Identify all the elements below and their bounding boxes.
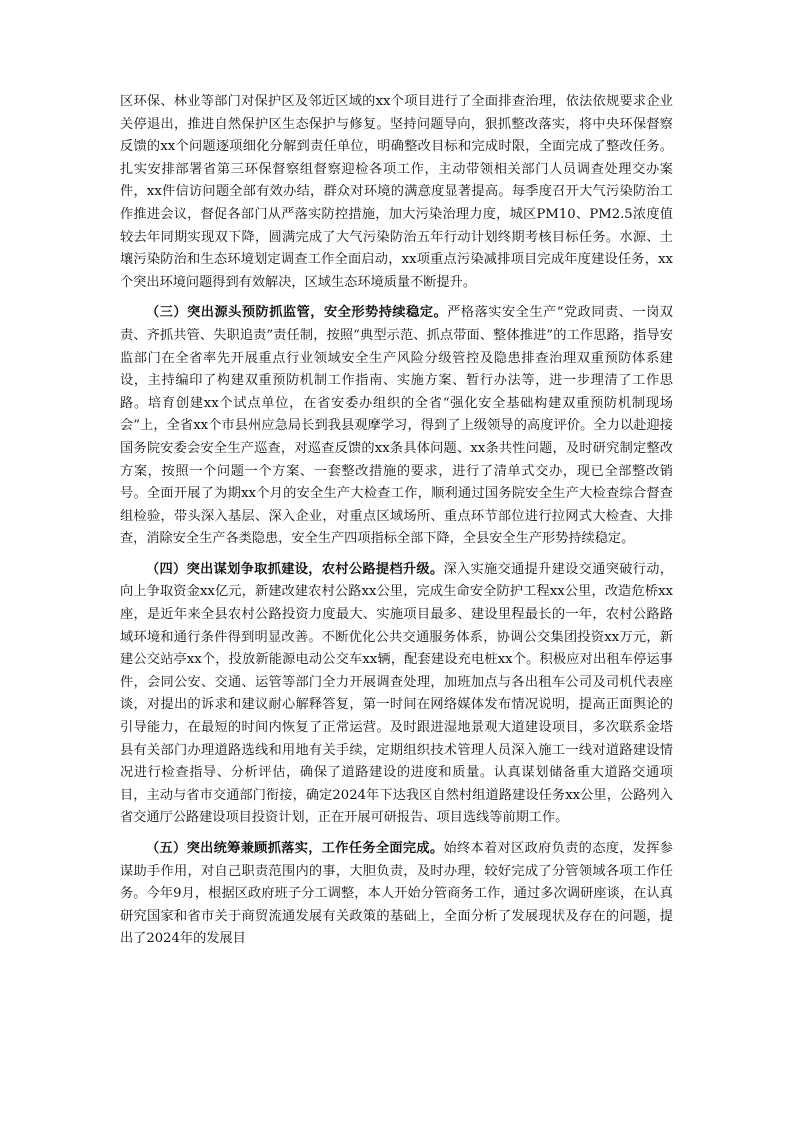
paragraph-body: 深入实施交通提升建设交通突破行动，向上争取资金xx亿元，新建改建农村公路xx公里，完成生命安全防护工程xx公里，改造危桥xx座，是近年来全县农村公路投资力度最大、实施项目最多、建设里程最长的一年，农村公路路域环境和通行条件得到明显改善。不断优化公共交通服务体系，协调公交集团投资xx万元，新建公交站亭xx个，投放新能源电动公交车xx辆，配套建设充电桩xx个。积极应对出租车停运事件，会同公安、交通、运管等部门全力开展调查处理，加班加点与各出租车公司及司机代表座谈，对提出的诉求和建议耐心解释答复，第一时间在网络媒体发布情况说明，提高正面舆论的引导能力，在最短的时间内恢复了正常运营。及时跟进湿地景观大道建设项目，多次联系金塔县有关部门办理道路选线和用地有关手续，定期组织技术管理人员深入施工一线对道路建设情况进行检查指导、分析评估，确保了道路建设的进度和质量。认真谋划储备重大道路交通项目，主动与省市交通部门衔接，确定2024年下达我区自然村组道路建设任务xx公里，公路列入省交通厅公路建设项目投资计划，正在开展可研报告、项目选线等前期工作。 (120, 561, 673, 826)
paragraph-body: 区环保、林业等部门对保护区及邻近区域的xx个项目进行了全面排查治理，依法依规要求企业关停退出，推进自然保护区生态保护与修复。坚持问题导向，狠抓整改落实，将中央环保督察反馈的xx个问题逐项细化分解到责任单位，明确整改目标和完成时限，全面完成了整改任务。扎实安排部署省第三环保督察组督察迎检各项工作，主动带领相关部门人员调查处理交办案件，xx件信访问题全部有效办结，群众对环境的满意度显著提高。每季度召开大气污染防治工作推进会议，督促各部门从严落实防控措施，加大污染治理力度，城区PM10、PM2.5浓度值较去年同期实现双下降，圆满完成了大气污染防治五年行动计划终期考核目标任务。水源、土壤污染防治和生态环境划定调查工作全面启动，xx项重点污染减排项目完成年度建设任务，xx个突出环境问题得到有效解决，区域生态环境质量不断提升。 (120, 94, 673, 290)
section-4-heading: （四）突出谋划争取抓建设，农村公路提档升级。 (146, 561, 444, 577)
paragraph-environment-continued (120, 91, 673, 294)
paragraph-body: 严格落实安全生产“党政同责、一岗双责、齐抓共管、失职追责”责任制，按照“典型示范、抓点带面、整体推进”的工作思路，指导安监部门在全省率先开展重点行业领域安全生产风险分级管控及隐患排查治理双重预防体系建设，主持编印了构建双重预防机制工作指南、实施方案、暂行办法等，进一步理清了工作思路。培育创建xx个试点单位，在省安委办组织的全省“强化安全基础构建双重预防机制现场会”上，全省xx个市县州应急局长到我县观摩学习，得到了上级领导的高度评价。全力以赴迎接国务院安委会安全生产巡查，对巡查反馈的xx条具体问题、xx条共性问题，及时研究制定整改方案，按照一个问题一个方案、一套整改措施的要求，进行了清单式交办，现已全部整改销号。全面开展了为期xx个月的安全生产大检查工作，顺利通过国务院安全生产大检查综合督查组检验，带头深入基层、深入企业，对重点区域场所、重点环节部位进行拉网式大检查、大排查，消除安全生产各类隐患，安全生产四项指标全部下降，全县安全生产形势持续稳定。 (120, 305, 673, 547)
paragraph-body: 始终本着对区政府负责的态度，发挥参谋助手作用，对自己职责范围内的事，大胆负责，及时办理，较好完成了分管领域各项工作任务。今年9月，根据区政府班子分工调整，本人开始分管商务工作，通过多次调研座谈，在认真研究国家和省市关于商贸流通发展有关政策的基础上，全面分析了发展现状及存在的问题，提出了2024年的发展目 (120, 841, 673, 947)
paragraph-section-4-roads (120, 559, 673, 830)
document-page (120, 91, 673, 959)
paragraph-section-5-tasks (120, 838, 673, 951)
section-3-heading: （三）突出源头预防抓监管，安全形势持续稳定。 (146, 305, 448, 321)
paragraph-section-3-safety (120, 302, 673, 551)
section-5-heading: （五）突出统筹兼顾抓落实，工作任务全面完成。 (146, 841, 444, 856)
